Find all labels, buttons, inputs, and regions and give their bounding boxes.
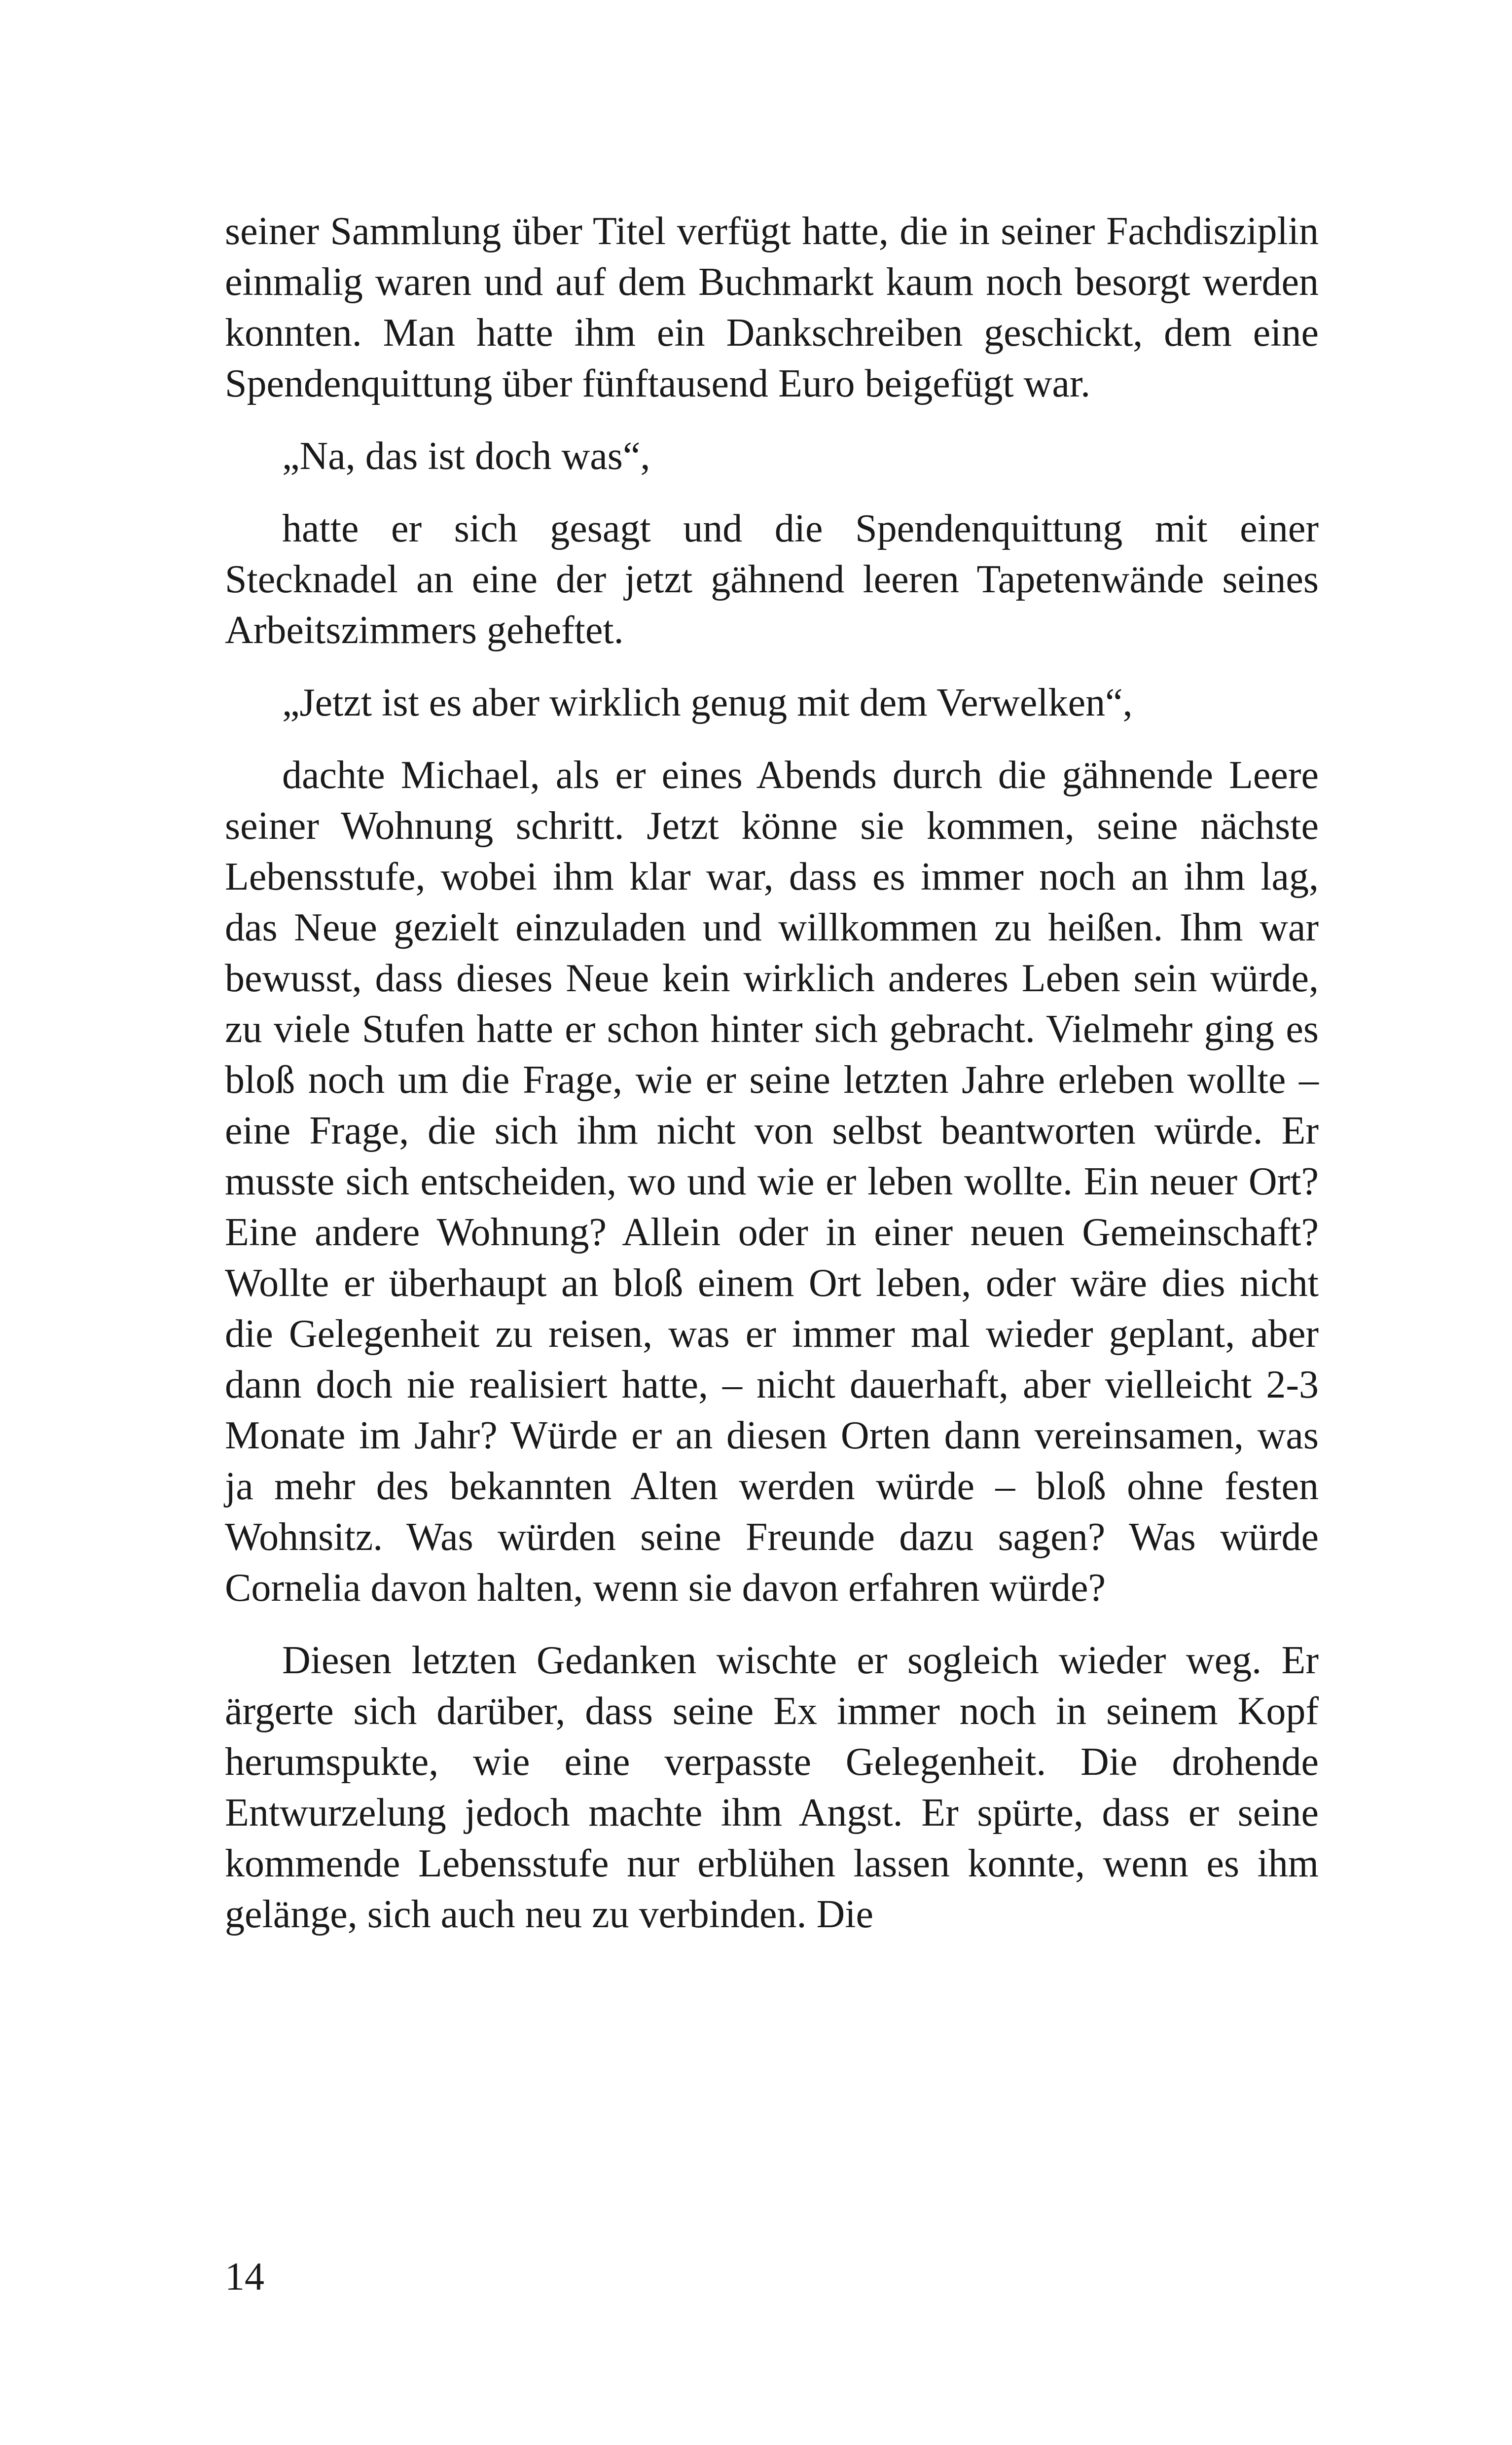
body-text <box>225 206 1319 1940</box>
paragraph-gedanken: Diesen letzten Gedanken wischte er sogleich wieder weg. Er ärgerte sich darüber, dass seine Ex immer noch in seinem Kopf herumspukte, wie eine verpasste Gelegenheit. Die drohende Entwurzelung jedoch machte ihm Angst. Er spürte, dass er seine kommende Lebensstufe nur erblühen lassen konnte, wenn es ihm gelänge, sich auch neu zu verbinden. Die <box>225 1639 1319 1936</box>
paragraph-spendenquittung: hatte er sich gesagt und die Spendenquittung mit einer Stecknadel an eine der jetzt gähnend leeren Tapetenwände seines Arbeitszimmers geheftet. <box>225 507 1319 652</box>
paragraph-quote-verwelken: „Jetzt ist es aber wirklich genug mit dem Verwelken“, <box>282 681 1133 724</box>
paragraph-quote-na: „Na, das ist doch was“, <box>282 434 650 478</box>
paragraph-michael: dachte Michael, als er eines Abends durch die gähnende Leere seiner Wohnung schritt. Jetzt könne sie kommen, seine nächste Lebensstufe, wobei ihm klar war, dass es immer noch an ihm lag, das Neue gezielt einzuladen und willkommen zu heißen. Ihm war bewusst, dass dieses Neue kein wirklich anderes Leben sein würde, zu viele Stufen hatte er schon hinter sich gebracht. Vielmehr ging es bloß noch um die Frage, wie er seine letzten Jahre erleben wollte – eine Frage, die sich ihm nicht von selbst beantworten würde. Er musste sich entscheiden, wo und wie er leben wollte. Ein neuer Ort? Eine andere Wohnung? Allein oder in einer neuen Gemeinschaft? Wollte er überhaupt an bloß einem Ort leben, oder wäre dies nicht die Gelegenheit zu reisen, was er immer mal wieder geplant, aber dann doch nie realisiert hatte, – nicht dauerhaft, aber vielleicht 2-3 Monate im Jahr? Würde er an diesen Orten dann vereinsamen, was ja mehr des bekannten Alten werden würde – bloß ohne festen Wohnsitz. Was würden seine Freunde dazu sagen? Was würde Cornelia davon halten, wenn sie davon erfahren würde? <box>225 754 1319 1610</box>
page-number: 14 <box>225 2255 264 2299</box>
paragraph-continuation: seiner Sammlung über Titel verfügt hatte, die in seiner Fachdisziplin einmalig waren und auf dem Buchmarkt kaum noch besorgt werden konnten. Man hatte ihm ein Dankschreiben geschickt, dem eine Spendenquittung über fünftausend Euro beigefügt war. <box>225 210 1319 405</box>
